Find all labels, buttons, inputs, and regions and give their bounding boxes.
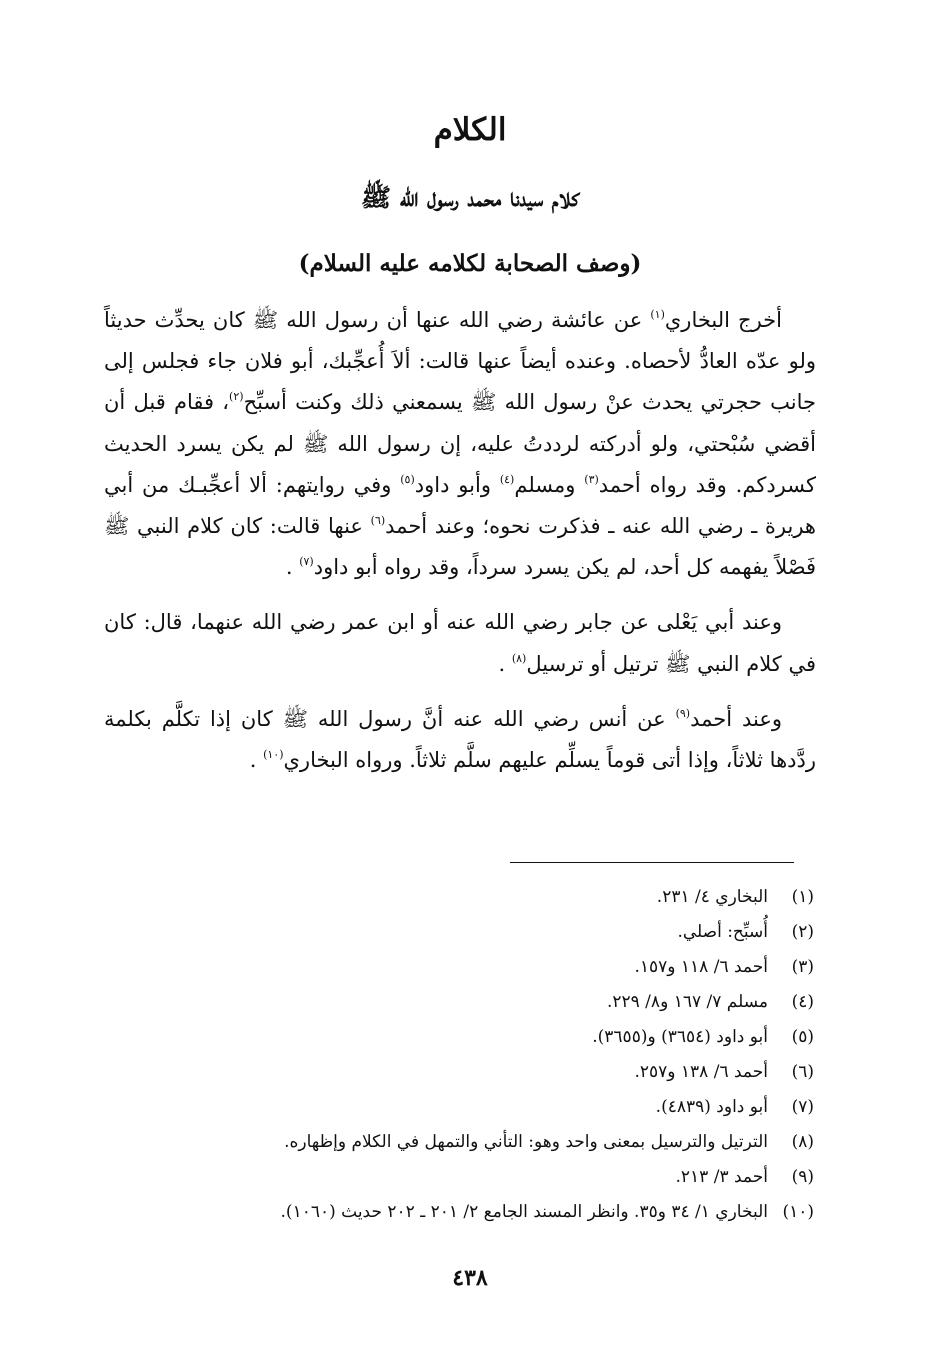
footnote-text: أحمد ٦/ ١٣٨ و٢٥٧. bbox=[634, 1062, 768, 1082]
footnote-number: (٧) bbox=[791, 1097, 814, 1117]
text-segment: . bbox=[249, 748, 264, 773]
text-segment: عن عائشة رضي الله عنها أن رسول الله ﷺ كان يحدِّث حديثاً ولو عدّه العادُّ لأحصاه. وعنده أيضاً عنها قالت: ألاَ أُعجِّبك، أبو فلان جاء فجلس إلى جانب حجرتي يحدث عنْ رسول الله ﷺ يسمعني ذلك وكنت أسبِّح bbox=[104, 308, 816, 415]
page-number: ٤٣٨ bbox=[452, 1265, 488, 1291]
text-segment: ، فقام قبل أن أقضي سُبْحتي، ولو أدركته لرددتُ عليه، إن رسول الله ﷺ لم يكن يسرد الحديث كسردكم. وقد رواه أحمد bbox=[104, 390, 816, 497]
footnote-ref[interactable]: (٨) bbox=[511, 651, 527, 665]
footnote-item bbox=[120, 1195, 814, 1230]
footnote-ref[interactable]: (٢) bbox=[229, 390, 244, 404]
footnote-text: الترتيل والترسيل بمعنى واحد وهو: التأني والتمهل في الكلام وإظهاره. bbox=[284, 1132, 768, 1152]
footnotes-list bbox=[120, 880, 814, 1230]
footnote-text: أحمد ٦/ ١١٨ و١٥٧. bbox=[634, 957, 768, 977]
text-segment: وعند أبي يَعْلى عن جابر رضي الله عنه أو ابن عمر رضي الله عنهما، قال: كان في كلام النبي ﷺ ترتيل أو ترسيل bbox=[104, 610, 816, 676]
footnote-text: أحمد ٣/ ٢١٣. bbox=[675, 1167, 768, 1187]
text-segment: وأبو داود bbox=[414, 472, 500, 497]
footnote-ref[interactable]: (٥) bbox=[400, 472, 415, 486]
footnote-number: (٢) bbox=[791, 922, 814, 942]
footnote-number: (٣) bbox=[791, 957, 814, 977]
body-text bbox=[104, 300, 816, 781]
text-segment: وفي روايتهم: ألا أعجِّبـك من أبي هريرة ـ رضي الله عنه ـ فذكرت نحوه؛ وعند أحمد bbox=[104, 472, 816, 539]
text-segment: ومسلم bbox=[514, 472, 585, 497]
footnote-number: (١٠) bbox=[782, 1202, 814, 1222]
footnote-text: البخاري ١/ ٣٤ و٣٥. وانظر المسند الجامع ٢/ ٢٠١ ـ ٢٠٢ حديث (١٠٦٠). bbox=[280, 1202, 768, 1222]
footnote-text: أُسبِّح: أصلي. bbox=[677, 922, 768, 942]
footnote-ref[interactable]: (١٠) bbox=[263, 748, 284, 762]
footnote-number: (٦) bbox=[791, 1062, 814, 1082]
footnote-ref[interactable]: (٦) bbox=[370, 514, 386, 528]
footnote-text: البخاري ٤/ ٢٣١. bbox=[656, 887, 768, 907]
paragraph-1 bbox=[104, 300, 816, 588]
footnote-ref[interactable]: (٧) bbox=[299, 555, 314, 569]
footnote-item bbox=[120, 915, 814, 950]
footnote-ref[interactable]: (٩) bbox=[675, 706, 691, 720]
footnote-number: (٨) bbox=[791, 1132, 814, 1152]
footnote-number: (١) bbox=[791, 887, 814, 907]
footnote-divider bbox=[510, 862, 794, 863]
footnote-text: أبو داود (٣٦٥٤) و(٣٦٥٥). bbox=[592, 1027, 768, 1047]
text-segment: أخرج البخاري bbox=[664, 308, 782, 332]
paragraph-3 bbox=[104, 699, 816, 781]
footnote-item bbox=[120, 880, 814, 915]
footnote-item bbox=[120, 1160, 814, 1195]
footnote-item bbox=[120, 1020, 814, 1055]
section-title: كلام سيدنا محمد رسول الله ﷺ bbox=[360, 183, 580, 212]
footnote-item bbox=[120, 1055, 814, 1090]
footnote-item bbox=[120, 985, 814, 1020]
text-segment: عن أنس رضي الله عنه أنَّ رسول الله ﷺ كان إذا تكلَّم بكلمة ردَّدها ثلاثاً، وإذا أتى قوماً يسلِّم عليهم سلَّم ثلاثاً. ورواه البخاري bbox=[104, 706, 816, 773]
footnote-item bbox=[120, 1090, 814, 1125]
text-segment: وعند أحمد bbox=[690, 706, 782, 731]
footnote-ref[interactable]: (١) bbox=[650, 308, 665, 321]
footnote-item bbox=[120, 1125, 814, 1160]
chapter-title: الكلام bbox=[433, 112, 507, 148]
footnote-number: (٩) bbox=[791, 1167, 814, 1187]
footnote-ref[interactable]: (٤) bbox=[499, 472, 515, 486]
paragraph-2 bbox=[104, 602, 816, 684]
footnote-ref[interactable]: (٣) bbox=[584, 472, 599, 486]
text-segment: . bbox=[285, 555, 300, 580]
footnote-text: مسلم ٧/ ١٦٧ و٨/ ٢٢٩. bbox=[606, 992, 768, 1012]
text-segment: . bbox=[498, 651, 512, 676]
sub-title: (وصف الصحابة لكلامه عليه السلام) bbox=[298, 250, 642, 277]
footnote-item bbox=[120, 950, 814, 985]
footnote-text: أبو داود (٤٨٣٩). bbox=[655, 1097, 768, 1117]
text-segment: عنها قالت: كان كلام النبي ﷺ فَصْلاً يفهمه كل أحد، لم يكن يسرد سرداً، وقد رواه أبو داود bbox=[104, 514, 816, 580]
footnote-number: (٥) bbox=[791, 1027, 814, 1047]
footnote-number: (٤) bbox=[791, 992, 814, 1012]
